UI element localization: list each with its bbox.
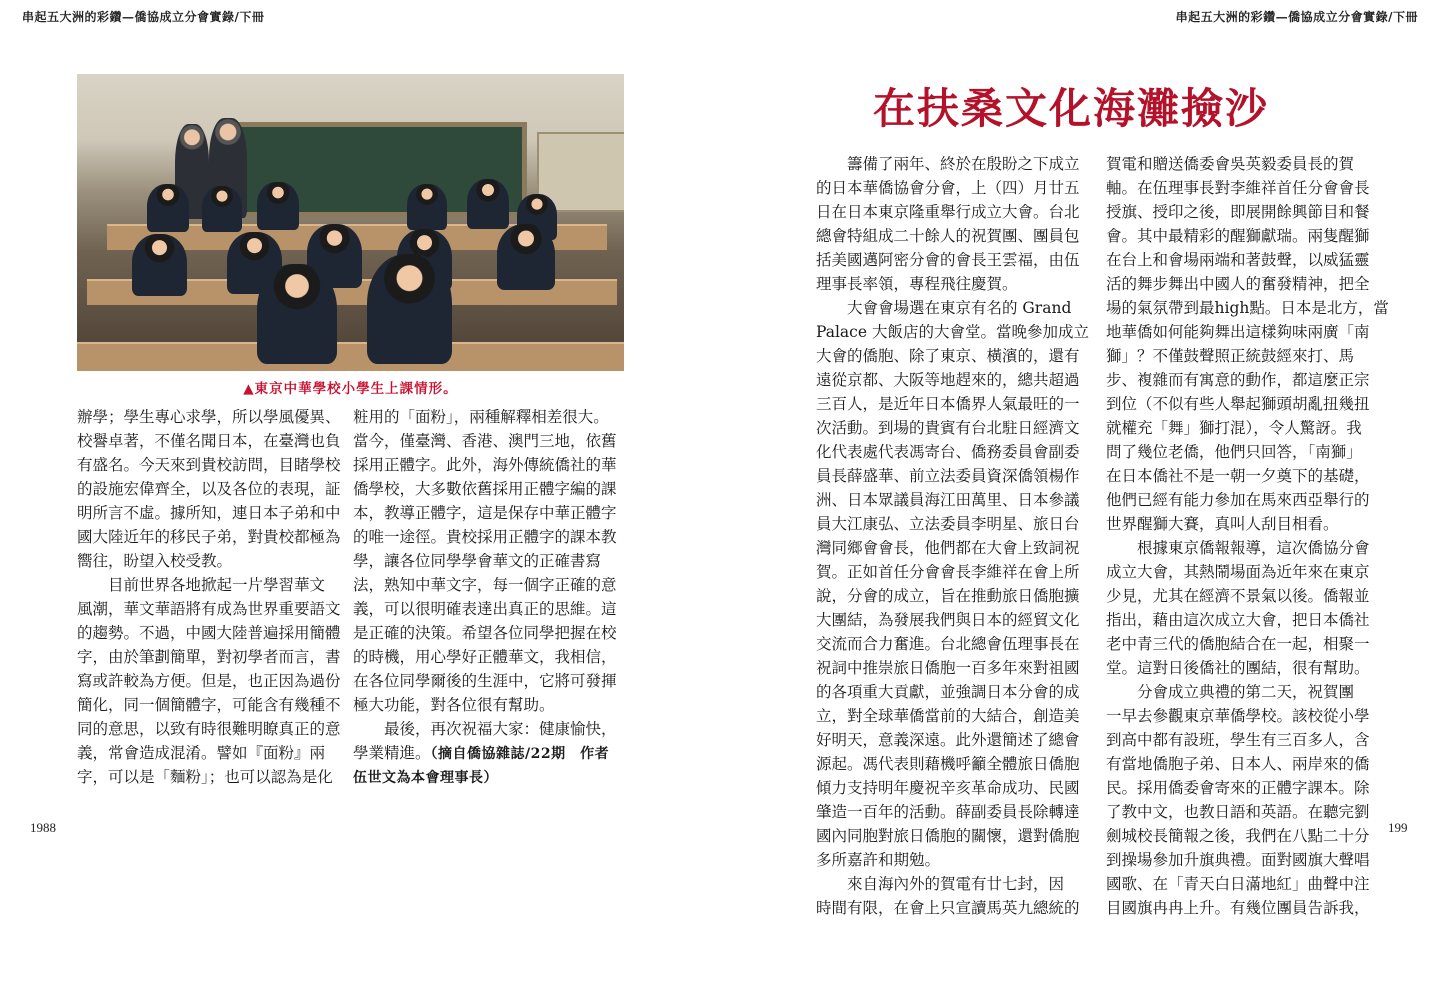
text-line: 賀。正如首任分會會長李維祥在會上所 xyxy=(816,563,1080,581)
text-line: 的各項重大貢獻，並強調日本分會的成 xyxy=(816,683,1080,701)
text-line: 灣同鄉會會長，他們都在大會上致詞祝 xyxy=(816,539,1080,557)
text-line: 來自海內外的賀電有廿七封，因 xyxy=(816,875,1065,893)
text-line: 是正確的決策。希望各位同學把握在校 xyxy=(353,624,617,642)
text-line: 括美國邁阿密分會的會長王雲福，由伍 xyxy=(816,251,1080,269)
text-line: 同的意思，以致有時很難明瞭真正的意 xyxy=(77,720,341,738)
text-line: 極大功能，對各位很有幫助。 xyxy=(353,696,555,714)
text-line: 在日本僑社不是一朝一夕奠下的基礎， xyxy=(1106,467,1370,485)
classroom-photo xyxy=(77,74,624,371)
text-line: 當今，僅臺灣、香港、澳門三地，依舊 xyxy=(353,432,617,450)
text-line: 賀電和贈送僑委會吳英毅委員長的賀 xyxy=(1106,155,1355,173)
text-line: 世界醒獅大賽，真叫人刮目相看。 xyxy=(1106,515,1339,533)
text-line: 員長薛盛華、前立法委員資深僑領楊作 xyxy=(816,467,1080,485)
text-line: 大會會場選在東京有名的 Grand xyxy=(816,299,1072,317)
page-number-right: 199 xyxy=(1388,820,1408,835)
photo-student xyxy=(132,234,187,296)
text-line: 有當地僑胞子弟、日本人、兩岸來的僑 xyxy=(1106,755,1370,773)
text-fragment: 學業精進。 xyxy=(353,744,431,762)
text-line: 遠從京都、大阪等地趕來的，總共超過 xyxy=(816,371,1080,389)
text-line: 一早去參觀東京華僑學校。該校從小學 xyxy=(1106,707,1370,725)
text-line: 法，熟知中華文字，每一個字正確的意 xyxy=(353,576,617,594)
text-line: 字，可以是「麵粉」；也可以認為是化 xyxy=(77,768,333,786)
text-line: 國大陸近年的移民子弟，對貴校都極為 xyxy=(77,528,341,546)
photo-student xyxy=(202,186,242,232)
photo-student xyxy=(497,224,555,290)
text-line: 祝詞中推崇旅日僑胞一百多年來對祖國 xyxy=(816,659,1080,677)
text-line: 國內同胞對旅日僑胞的關懷，還對僑胞 xyxy=(816,827,1080,845)
text-line: 義，可以很明確表達出真正的思維。這 xyxy=(353,600,617,618)
photo-student xyxy=(257,264,337,364)
text-line: 校譽卓著，不僅名聞日本，在臺灣也負 xyxy=(77,432,341,450)
text-line: 好明天，意義深遠。此外還簡述了總會 xyxy=(816,731,1080,749)
text-line: 最後，再次祝福大家：健康愉快， xyxy=(353,720,617,738)
text-line: 寫或許較為方便。但是，也正因為過份 xyxy=(77,672,341,690)
text-line: 步、複雜而有寓意的動作，都這麼正宗 xyxy=(1106,371,1370,389)
text-line: 嚮往，盼望入校受教。 xyxy=(77,552,233,570)
text-line: 次活動。到場的貴賓有台北駐日經濟文 xyxy=(816,419,1080,437)
text-line: 活的舞步舞出中國人的奮發精神，把全 xyxy=(1106,275,1370,293)
photo-desk-row xyxy=(77,342,624,371)
text-line: 義，常會造成混淆。譬如『面粉』兩 xyxy=(77,744,326,762)
text-line: 肇造一百年的活動。薛副委員長除轉達 xyxy=(816,803,1080,821)
text-line: 的趨勢。不過，中國大陸普遍採用簡體 xyxy=(77,624,341,642)
source-note: （摘自僑協雜誌/22期 作者 xyxy=(430,746,610,762)
text-line: 源起。馮代表則藉機呼籲全體旅日僑胞 xyxy=(816,755,1080,773)
left-page-column-1 xyxy=(77,405,339,789)
page-number-left: 1988 xyxy=(30,820,56,835)
text-line: 有盛名。今天來到貴校訪問，目睹學校 xyxy=(77,456,341,474)
right-page-column-2 xyxy=(1106,152,1389,920)
text-line xyxy=(353,741,625,766)
text-line: 大團結，為發展我們與日本的經貿文化 xyxy=(816,611,1080,629)
text-line: 到高中都有設班，學生有三百多人，含 xyxy=(1106,731,1370,749)
text-line: 粧用的「面粉」，兩種解釋相差很大。 xyxy=(353,408,609,426)
text-line: 指出，藉由這次成立大會，把日本僑社 xyxy=(1106,611,1370,629)
text-line: 堂。這對日後僑社的團結，很有幫助。 xyxy=(1106,659,1370,677)
text-line: 學，讓各位同學學會華文的正確書寫 xyxy=(353,552,602,570)
text-line: 傾力支持明年慶祝辛亥革命成功、民國 xyxy=(816,779,1080,797)
text-line: 根據東京僑報報導，這次僑協分會 xyxy=(1106,539,1370,557)
text-line: 他們已經有能力參加在馬來西亞舉行的 xyxy=(1106,491,1370,509)
text-line: 會。其中最精彩的醒獅獻瑞。兩隻醒獅 xyxy=(1106,227,1370,245)
text-line: 洲、日本眾議員海江田萬里、日本參議 xyxy=(816,491,1080,509)
text-line: 到操場參加升旗典禮。面對國旗大聲唱 xyxy=(1106,851,1370,869)
text-line: Palace 大飯店的大會堂。當晚參加成立 xyxy=(816,323,1089,341)
text-line: 軸。在伍理事長對李維祥首任分會會長 xyxy=(1106,179,1370,197)
text-line: 少見，尤其在經濟不景氣以後。僑報並 xyxy=(1106,587,1370,605)
photo-student xyxy=(257,182,299,230)
source-note-line: 伍世文為本會理事長） xyxy=(353,770,498,786)
text-line: 日在日本東京隆重舉行成立大會。台北 xyxy=(816,203,1080,221)
text-line: 本，教導正體字，這是保存中華正體字 xyxy=(353,504,617,522)
text-line: 老中青三代的僑胞結合在一起，相聚一 xyxy=(1106,635,1370,653)
text-line: 簡化，同一個簡體字，可能含有幾種不 xyxy=(77,696,341,714)
text-line: 化代表處代表馮寄台、僑務委員會副委 xyxy=(816,443,1080,461)
text-line: 大會的僑胞、除了東京、橫濱的，還有 xyxy=(816,347,1080,365)
text-line: 籌備了兩年、終於在殷盼之下成立 xyxy=(816,155,1080,173)
text-line: 了教中文，也教日語和英語。在聽完劉 xyxy=(1106,803,1370,821)
left-page-column-2 xyxy=(353,405,625,790)
text-line: 目國旗冉冉上升。有幾位團員告訴我， xyxy=(1106,899,1370,917)
text-line: 的唯一途徑。貴校採用正體字的課本教 xyxy=(353,528,617,546)
text-line: 在各位同學爾後的生涯中，它將可發揮 xyxy=(353,672,617,690)
text-line: 劍城校長簡報之後，我們在八點二十分 xyxy=(1106,827,1370,845)
text-line: 的設施宏偉齊全，以及各位的表現，証 xyxy=(77,480,341,498)
text-line: 國歌、在「青天白日滿地紅」曲聲中注 xyxy=(1106,875,1370,893)
text-line: 分會成立典禮的第二天，祝賀團 xyxy=(1106,683,1355,701)
text-line: 員大江康弘、立法委員李明星、旅日台 xyxy=(816,515,1080,533)
text-line: 到位（不似有些人舉起獅頭胡亂扭幾扭 xyxy=(1106,395,1370,413)
text-line: 的日本華僑協會分會，上（四）月廿五 xyxy=(816,179,1080,197)
photo-student xyxy=(147,184,189,232)
text-line: 總會特組成二十餘人的祝賀團、團員包 xyxy=(816,227,1080,245)
text-line: 理事長率領，專程飛往慶賀。 xyxy=(816,275,1018,293)
photo-caption: ▲東京中華學校小學生上課情形。 xyxy=(243,381,458,397)
text-line: 時間有限，在會上只宣讀馬英九總統的 xyxy=(816,899,1080,917)
text-line: 辦學；學生專心求學，所以學風優異、 xyxy=(77,408,341,426)
running-head-right: 串起五大洲的彩鑽—僑協成立分會實錄/下冊 xyxy=(1175,10,1418,24)
photo-student xyxy=(407,184,447,230)
text-line: 目前世界各地掀起一片學習華文 xyxy=(77,576,326,594)
text-line: 多所嘉許和期勉。 xyxy=(816,851,941,869)
text-line: 授旗、授印之後，即展開餘興節目和餐 xyxy=(1106,203,1370,221)
text-line: 立，對全球華僑當前的大結合，創造美 xyxy=(816,707,1080,725)
text-line: 風潮，華文華語將有成為世界重要語文 xyxy=(77,600,341,618)
text-line: 成立大會，其熱鬧場面為近年來在東京 xyxy=(1106,563,1370,581)
text-line: 在台上和會場兩端和著鼓聲，以威猛靈 xyxy=(1106,251,1370,269)
text-line: 明所言不虛。據所知，連日本子弟和中 xyxy=(77,504,341,522)
text-line: 三百人，是近年日本僑界人氣最旺的一 xyxy=(816,395,1080,413)
text-line: 僑學校，大多數依舊採用正體字編的課 xyxy=(353,480,617,498)
text-line: 字，由於筆劃簡單，對初學者而言，書 xyxy=(77,648,341,666)
text-line: 說，分會的成立，旨在推動旅日僑胞擴 xyxy=(816,587,1080,605)
text-line: 地華僑如何能夠舞出這樣夠味兩廣「南 xyxy=(1106,323,1370,341)
running-head-left: 串起五大洲的彩鑽—僑協成立分會實錄/下冊 xyxy=(22,10,265,24)
text-line: 採用正體字。此外，海外傳統僑社的華 xyxy=(353,456,617,474)
text-line: 的時機，用心學好正體華文，我相信， xyxy=(353,648,617,666)
photo-student xyxy=(367,254,452,364)
text-line: 民。採用僑委會寄來的正體字課本。除 xyxy=(1106,779,1370,797)
text-line: 就權充「舞」獅打混），令人驚訝。我 xyxy=(1106,419,1362,437)
text-line: 獅」？不僅鼓聲照正統鼓經來打、馬 xyxy=(1106,347,1355,365)
text-line: 交流而合力奮進。台北總會伍理事長在 xyxy=(816,635,1080,653)
right-page-column-1 xyxy=(816,152,1089,920)
photo-student xyxy=(467,179,509,229)
text-line: 問了幾位老僑，他們只回答，「南獅」 xyxy=(1106,443,1362,461)
article-title: 在扶桑文化海灘撿沙 xyxy=(873,84,1270,133)
text-line: 場的氣氛帶到最high點。日本是北方，當 xyxy=(1106,299,1389,317)
